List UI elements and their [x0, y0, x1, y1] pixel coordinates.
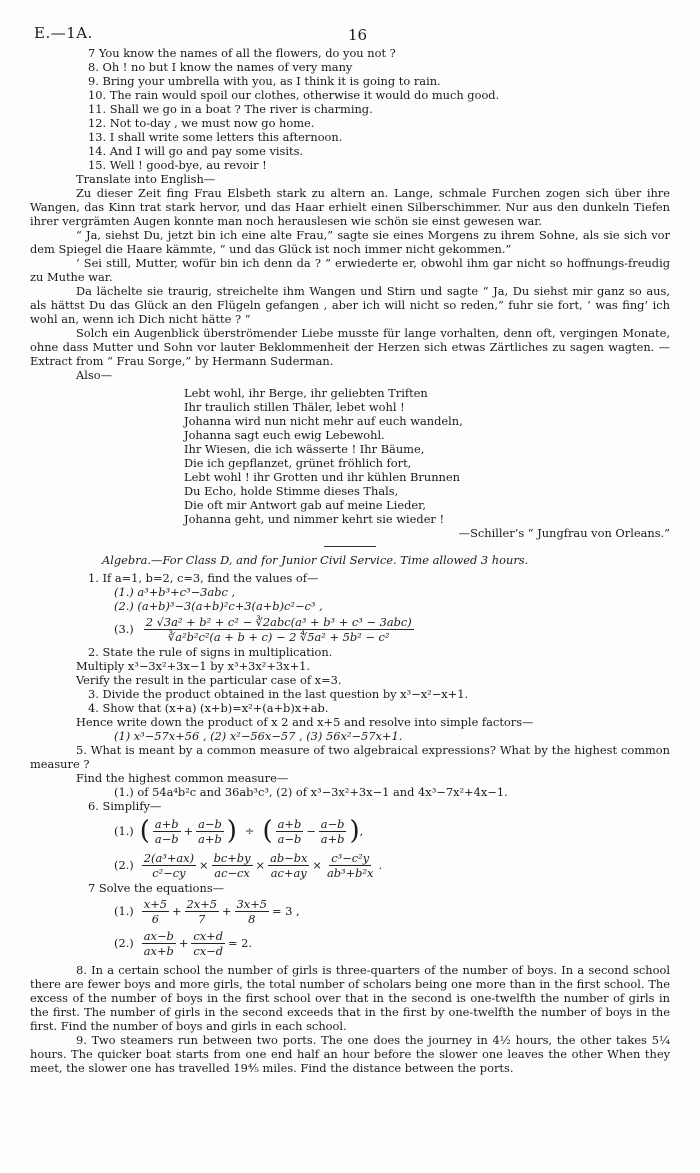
- section-divider: [324, 546, 376, 547]
- questions-2-4: [30, 645, 670, 743]
- question-part-fraction: (1.) ( $\frac{a+b}{a-b}$ + $\frac{a-b}{a+b}$ ) ÷ ( $\frac{a+b}{a-b}$ − $\frac{a-b}{a+b}$ ) ,: [114, 816, 364, 846]
- fraction: $\frac{\text{2(a³+ax)}}{\text{c²−cy}}$: [143, 850, 195, 880]
- part-label: (1.): [114, 904, 134, 918]
- fraction: [144, 615, 414, 644]
- german-paragraph: Da lächelte sie traurig, streichelte ihm Wangen und Stirn und sagte “ Ja, Du siehst mir ganz so aus, als hättst Du das Glück an den Flügeln gefangen , aber ich will nicht so reden,” fuhr sie fort, ‘ was fing’ ich wohl an, wenn ich Dich nicht hätte ? ”: [30, 284, 670, 326]
- poem-line: Lebt wohl, ihr Berge, ihr geliebten Triften: [184, 386, 428, 400]
- question-line: Hence write down the product of x 2 and x+5 and resolve into simple factors—: [76, 715, 534, 729]
- fraction: $\frac{\text{c³−c²y}}{\text{ab³+b²x}}$: [326, 850, 374, 880]
- question-stem: 1. If a=1, b=2, c=3, find the values of—: [88, 571, 319, 585]
- part-label: (2.): [114, 858, 134, 872]
- question-line: (1) x³−57x+56 , (2) x²−56x−57 , (3) 56x²−57x+1.: [114, 729, 403, 743]
- poem-line: Ihr Wiesen, die ich wässerte ! Ihr Bäume,: [184, 442, 425, 456]
- poem-line: Johanna wird nun nicht mehr auf euch wandeln,: [184, 414, 463, 428]
- sentence: 11. Shall we go in a boat ? The river is charming.: [88, 102, 373, 116]
- poem-credit: —Schiller’s “ Jungfrau von Orleans.”: [458, 526, 670, 540]
- question-1: [30, 571, 670, 645]
- question-part: (1.) of 54a⁴b²c and 36ab³c³, (2) of x³−3x²+3x−1 and 4x³−7x²+4x−1.: [114, 785, 508, 799]
- german-passage: [30, 186, 670, 368]
- fraction: $\frac{a+b}{a-b}$: [277, 816, 302, 846]
- poem-line: Johanna sagt euch ewig Lebewohl.: [184, 428, 385, 442]
- question-line: 2. State the rule of signs in multiplication.: [88, 645, 333, 659]
- poem-line: Ihr traulich stillen Thäler, lebet wohl !: [184, 400, 405, 414]
- translate-label: Translate into English—: [76, 172, 216, 186]
- equation: (1.) $\frac{x+5}{6}$ + $\frac{2x+5}{7}$ + $\frac{3x+5}{8}$ = 3 ,: [114, 896, 300, 926]
- fraction: $\frac{ab-bx}{ac+ay}$: [270, 850, 308, 880]
- question-line: Verify the result in the particular case of x=3.: [76, 673, 342, 687]
- fraction: $\frac{x+5}{6}$: [143, 896, 167, 926]
- question-line: 4. Show that (x+a) (x+b)=x²+(a+b)x+ab.: [88, 701, 329, 715]
- question-line: Multiply x³−3x²+3x−1 by x³+3x²+3x+1.: [76, 659, 310, 673]
- fraction: $\frac{a-b}{a+b}$: [198, 816, 222, 846]
- header-reference: E.—1A.: [34, 24, 93, 42]
- equation-rhs: = 3 ,: [272, 904, 300, 918]
- question-stem: 5. What is meant by a common measure of two algebraical expressions? What by the highest common measure ?: [30, 743, 670, 771]
- divide-sign: ÷: [244, 824, 255, 838]
- equation: (2.) $\frac{ax-b}{ax+b}$ + $\frac{cx+d}{cx-d}$ = 2.: [114, 928, 253, 958]
- sentence: 13. I shall write some letters this afternoon.: [88, 130, 343, 144]
- fraction: $\frac{a-b}{a+b}$: [320, 816, 345, 846]
- sentence: 7 You know the names of all the flowers, do you not ?: [88, 46, 396, 60]
- part-label: (3.): [114, 622, 134, 636]
- german-paragraph: Zu dieser Zeit fing Frau Elsbeth stark zu altern an. Lange, schmale Furchen zogen sich über ihre Wangen, das Kinn trat stark hervor, und das Haar erhielt einen Silberschimmer. Nur aus den dunkeln Tiefen ihrer vergrämten Augen konnte man noch herauslesen wie schön sie einst gewesen war.: [30, 186, 670, 228]
- page-header: [30, 20, 670, 46]
- question-stem: 6. Simplify—: [88, 799, 162, 813]
- question-9: 9. Two steamers run between two ports. The one does the journey in 4½ hours, the other takes 5¼ hours. The quicker boat starts from one end half an hour before the slower one leaves the other When they meet, the slower one has travelled 19⅘ miles. Find the distance between the ports.: [30, 1033, 670, 1075]
- poem-line: Die ich gepflanzet, grünet fröhlich fort,: [184, 456, 412, 470]
- poem-line: Die oft mir Antwort gab auf meine Lieder,: [184, 498, 426, 512]
- algebra-heading: Algebra.—For Class D, and for Junior Civil Service. Time allowed 3 hours.: [102, 553, 529, 567]
- sentence: 9. Bring your umbrella with you, as I think it is going to rain.: [88, 74, 441, 88]
- poem-line: Lebt wohl ! ihr Grotten und ihr kühlen Brunnen: [184, 470, 460, 484]
- equation-rhs: = 2.: [228, 936, 253, 950]
- fraction: $\frac{a+b}{a-b}$: [154, 816, 179, 846]
- sentence: 12. Not to-day , we must now go home.: [88, 116, 315, 130]
- also-label: Also—: [76, 368, 112, 382]
- question-8: 8. In a certain school the number of girls is three-quarters of the number of boys. In a second school there are fewer boys and more girls, the total number of scholars being one more than in the first school. The excess of the number of boys in the first school over that in the second is one-twelfth the number of girls in the first. The number of girls in the second exceeds that in the first by one-twelfth the number of boys in the first. Find the number of boys and girls in each school.: [30, 963, 670, 1033]
- part-label: (2.): [114, 936, 134, 950]
- sentence: 14. And I will go and pay some visits.: [88, 144, 304, 158]
- sentence: 8. Oh ! no but I know the names of very many: [88, 60, 353, 74]
- sentence: 10. The rain would spoil our clothes, otherwise it would do much good.: [88, 88, 500, 102]
- question-line: Find the highest common measure—: [76, 771, 289, 785]
- german-paragraph: ‘ Sei still, Mutter, wofür bin ich denn da ? ” erwiederte er, obwohl ihm gar nicht so hoffnungs-freudig zu Muthe war.: [30, 256, 670, 284]
- question-part-fraction: (2.) $\frac{\text{2(a³+ax)}}{\text{c²−cy}}$ × $\frac{bc+by}{ac-cx}$ × $\frac{ab-bx}{ac+ay}$ × $\frac{\text{c³−c²y}}{\text{ab³+b²x}}$ .: [114, 850, 383, 880]
- question-stem: 7 Solve the equations—: [88, 881, 225, 895]
- fraction: $\frac{cx+d}{cx-d}$: [193, 928, 224, 958]
- question-7: [30, 881, 670, 959]
- page-number: 16: [348, 26, 368, 44]
- fraction: $\frac{3x+5}{8}$: [236, 896, 268, 926]
- fraction: $\frac{bc+by}{ac-cx}$: [213, 850, 251, 880]
- sentence-list: [30, 46, 670, 172]
- question-part: (1.) a³+b³+c³−3abc ,: [114, 585, 236, 599]
- fraction-denominator: ∛a²b²c²(a + b + c) − 2 ∜5a² + 5b² − c²: [168, 629, 390, 644]
- question-5: [30, 743, 670, 799]
- question-part-fraction: [30, 613, 670, 645]
- fraction: $\frac{ax-b}{ax+b}$: [143, 928, 174, 958]
- fraction: $\frac{2x+5}{7}$: [186, 896, 217, 926]
- fraction-numerator: 2 √3a² + b² + c² − ∛2abc(a³ + b³ + c³ − 3abc): [145, 614, 412, 629]
- german-paragraph: Solch ein Augenblick überströmender Liebe musste für lange vorhalten, denn oft, vergingen Monate, ohne dass Mutter und Sohn vor lauter Beklommenheit der Herzen sich etwas Zärtliches zu sagen wagten. —Extract from “ Frau Sorge,” by Hermann Suderman.: [30, 326, 670, 368]
- question-part: (2.) (a+b)³−3(a+b)²c+3(a+b)c²−c³ ,: [114, 599, 323, 613]
- question-6: [30, 799, 670, 881]
- german-paragraph: “ Ja, siehst Du, jetzt bin ich eine alte Frau,” sagte sie eines Morgens zu ihrem Sohne, als sie sich vor dem Spiegel die Haare kämmte, “ und das Glück ist noch immer nicht gekommen.”: [30, 228, 670, 256]
- page: [30, 20, 670, 1075]
- sentence: 15. Well ! good-bye, au revoir !: [88, 158, 267, 172]
- poem: [30, 382, 670, 526]
- part-label: (1.): [114, 824, 134, 838]
- poem-line: Du Echo, holde Stimme dieses Thals,: [184, 484, 399, 498]
- question-line: 3. Divide the product obtained in the last question by x³−x²−x+1.: [88, 687, 469, 701]
- poem-line: Johanna geht, und nimmer kehrt sie wieder !: [184, 512, 445, 526]
